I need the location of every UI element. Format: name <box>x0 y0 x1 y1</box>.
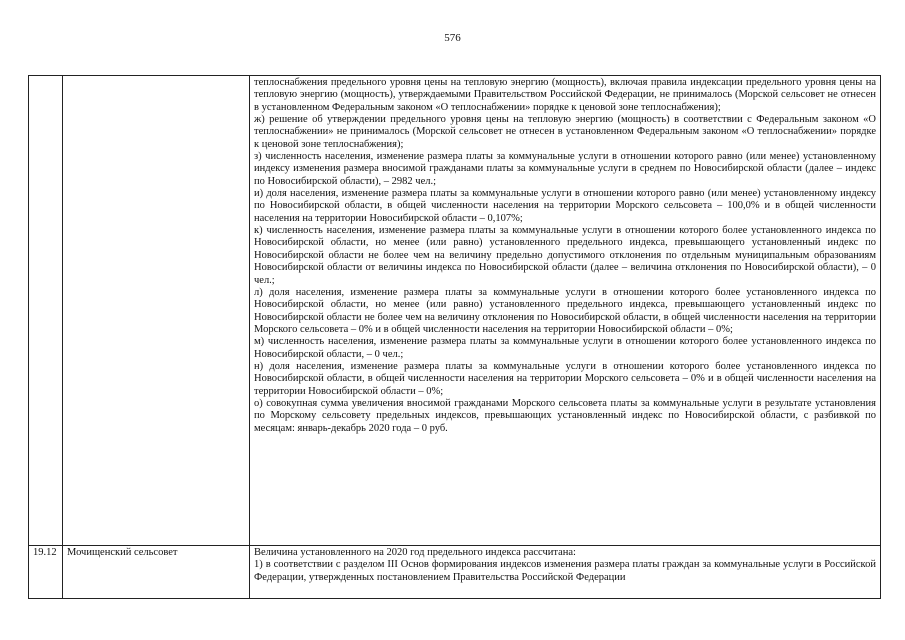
paragraph: к) численность населения, изменение размера платы за коммунальные услуги в отношении которого более установленного индекса по Новосибирской области, но менее (или равно) установленного предельного индекса, превышающего установленный индекс по Новосибирской области не более чем на величину предельно допустимого отклонения по отдельным муниципальным образованиям Новосибирской области от величины индекса по Новосибирской области (далее – величина отклонения по Новосибирской области), – 0 чел.; <box>254 225 876 286</box>
paragraph: н) доля населения, изменение размера платы за коммунальные услуги в отношении которого более установленного индекса по Новосибирской области, в общей численности населения на территории Морского сельсовета – 0% и в общей численности населения на территории Новосибирской области – 0%; <box>254 360 876 397</box>
table-row <box>29 76 881 546</box>
description-cell <box>250 76 881 546</box>
paragraph: з) численность населения, изменение размера платы за коммунальные услуги в отношении которого равно (или менее) установленному индексу изменения размера вносимой гражданами платы за коммунальные услуги в среднем по Новосибирской области (далее – индекс по Новосибирской области), – 2982 чел.; <box>254 151 876 187</box>
paragraph: и) доля населения, изменение размера платы за коммунальные услуги в отношении которого равно (или менее) установленному индексу по Новосибирской области, в общей численности населения на территории Морского сельсовета – 100,0% и в общей численности населения на территории Новосибирской области – 0,107%; <box>254 188 876 224</box>
paragraph: л) доля населения, изменение размера платы за коммунальные услуги в отношении которого более установленного индекса по Новосибирской области, но менее (или равно) установленного предельного индекса, превышающего установленный индекс по Новосибирской области не более чем на величину отклонения по Новосибирской области, в общей численности населения на территории Морского сельсовета – 0% и в общей численности населения на территории Новосибирской области – 0%; <box>254 286 876 335</box>
document-table <box>28 75 881 599</box>
description-cell <box>250 546 881 599</box>
municipality-name-cell <box>63 76 250 546</box>
row-number-cell <box>29 76 63 546</box>
paragraph: о) совокупная сумма увеличения вносимой гражданами Морского сельсовета платы за коммунальные услуги в результате установления по Морскому сельсовету предельных индексов, превышающих установленный индекс по Новосибирской области, с разбивкой по месяцам: январь-декабрь 2020 года – 0 руб. <box>254 397 876 434</box>
description-clip <box>254 547 876 597</box>
paragraph: ж) решение об утверждении предельного уровня цены на тепловую энергию (мощность) в соответствии с Федеральным законом «О теплоснабжении» не принималось (Морской сельсовет не отнесен в установленном Федеральным законом «О теплоснабжении» порядке к ценовой зоне теплоснабжения); <box>254 114 876 150</box>
municipality-name-cell: Мочищенский сельсовет <box>63 546 250 599</box>
paragraph: 1) в соответствии с разделом III Основ формирования индексов изменения размера платы граждан за коммунальные услуги в Российской Федерации, утвержденных постановлением Правительства Российской Федерации <box>254 559 876 583</box>
paragraph: Величина установленного на 2020 год предельного индекса рассчитана: <box>254 547 576 558</box>
paragraph: теплоснабжения предельного уровня цены на тепловую энергию (мощность), включая правила индексации предельного уровня цены на тепловую энергию (мощность), утверждаемыми Правительством Российской Федерации, не принималось (Морской сельсовет не отнесен в установленном Федеральным законом «О теплоснабжении» порядке к ценовой зоне теплоснабжения); <box>254 77 876 113</box>
page-number: 576 <box>444 32 461 44</box>
row-number-cell: 19.12 <box>29 546 63 599</box>
table-row <box>29 546 881 599</box>
paragraph: м) численность населения, изменение размера платы за коммунальные услуги в отношении которого более установленного индекса по Новосибирской области, – 0 чел.; <box>254 336 876 360</box>
